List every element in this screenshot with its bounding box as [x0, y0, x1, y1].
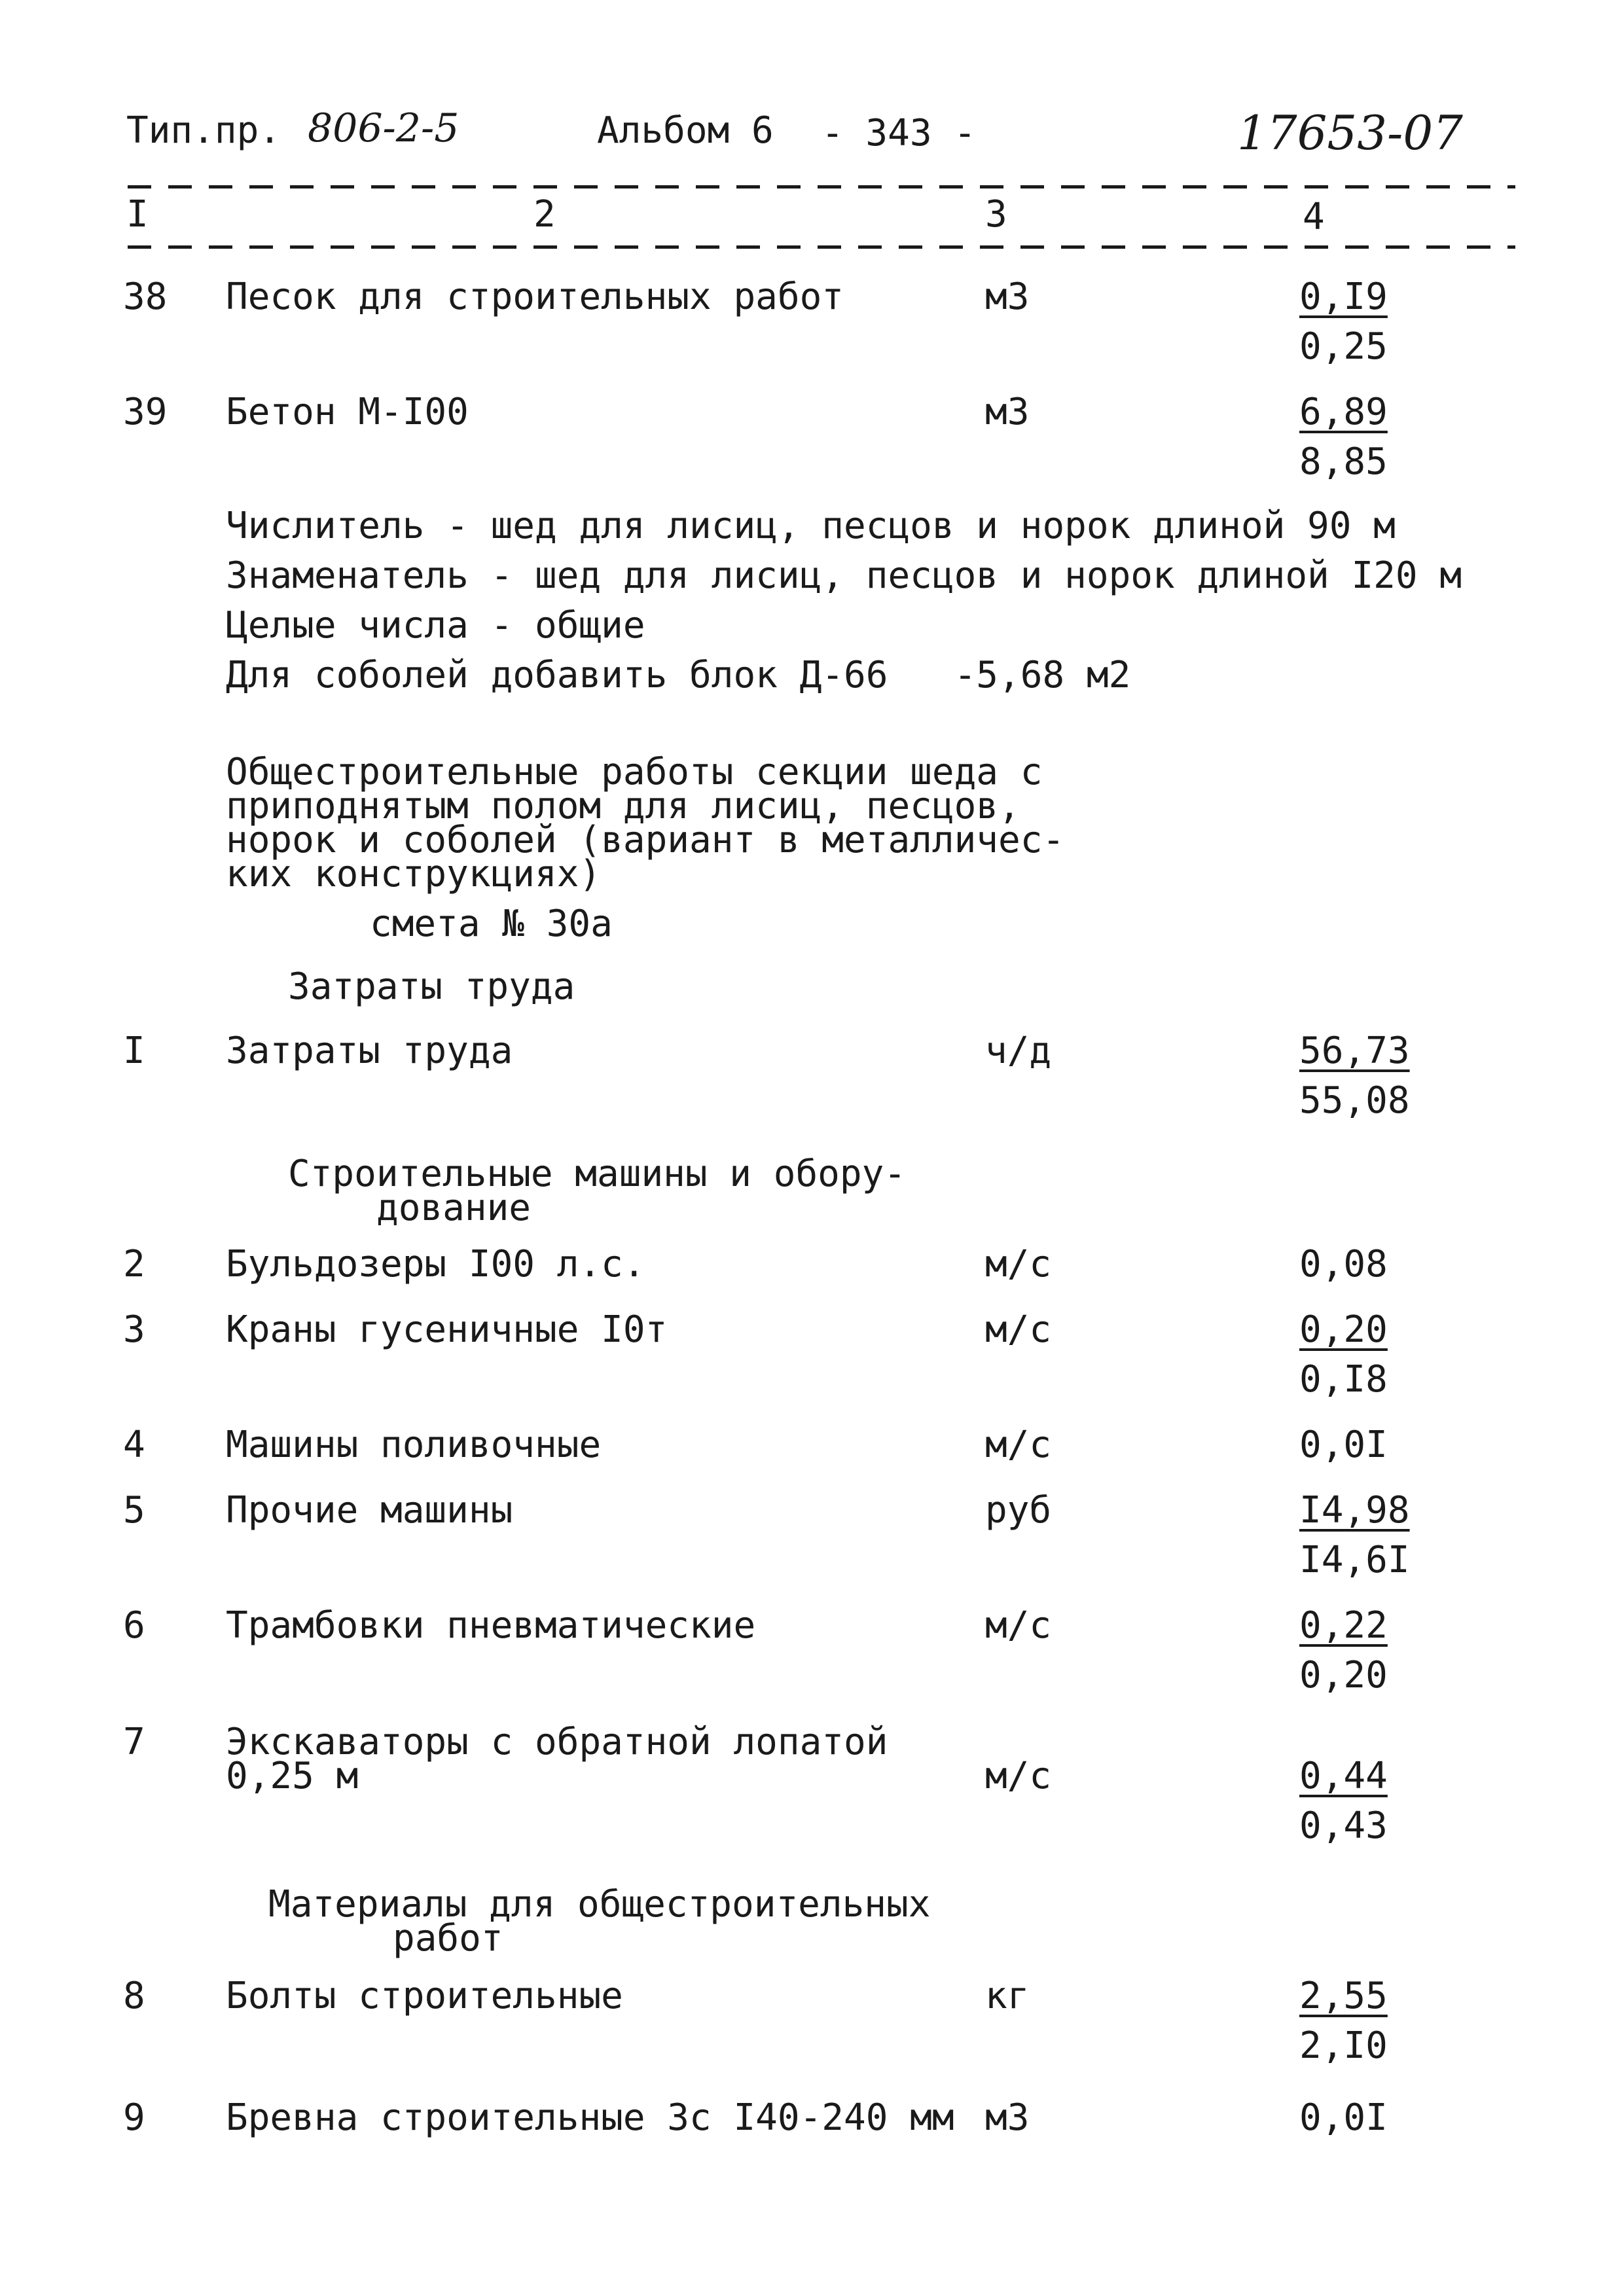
- row-2-name: Бульдозеры I00 л.с.: [226, 1243, 645, 1285]
- column-header-4: 4: [1303, 196, 1325, 238]
- row-5-name: Прочие машины: [226, 1489, 513, 1532]
- row-7-denominator: 0,43: [1299, 1805, 1388, 1847]
- row-4-name: Машины поливочные: [226, 1424, 602, 1466]
- row-2-number: 2: [123, 1243, 145, 1285]
- page-number: - 343 -: [821, 112, 977, 154]
- group-labor-heading: Затраты труда: [288, 965, 575, 1008]
- row-5-numerator: I4,98: [1299, 1489, 1410, 1532]
- row-8-name: Болты строительные: [226, 1975, 623, 2017]
- row-1-denominator: 55,08: [1299, 1079, 1410, 1122]
- row-6-denominator: 0,20: [1299, 1654, 1388, 1697]
- row-1-unit: ч/д: [985, 1030, 1052, 1072]
- row-8-denominator: 2,I0: [1299, 2024, 1388, 2067]
- row-39-numerator: 6,89: [1299, 391, 1388, 433]
- row-4-unit: м/с: [985, 1424, 1052, 1466]
- row-6-unit: м/с: [985, 1604, 1052, 1647]
- column-header-3: 3: [985, 193, 1007, 236]
- row-8-unit: кг: [985, 1975, 1030, 2017]
- row-8-numerator: 2,55: [1299, 1975, 1388, 2017]
- estimate-number: смета № 30а: [370, 903, 613, 945]
- album-label: Альбом 6: [597, 109, 774, 152]
- section-title-line-1: Общестроительные работы секции шеда с: [226, 751, 1043, 793]
- row-5-number: 5: [123, 1489, 145, 1532]
- row-7-name-line-2: 0,25 м: [226, 1755, 359, 1797]
- section-title-line-4: ких конструкциях): [226, 853, 602, 895]
- row-9-name: Бревна строительные 3с I40-240 мм: [226, 2096, 954, 2139]
- row-39-denominator: 8,85: [1299, 440, 1388, 483]
- group-machines-line-1: Строительные машины и обору-: [288, 1153, 907, 1195]
- group-machines-line-2: дование: [376, 1187, 532, 1229]
- row-38-denominator: 0,25: [1299, 325, 1388, 368]
- row-7-name-line-1: Экскаваторы с обратной лопатой: [226, 1721, 888, 1763]
- column-header-1: I: [126, 193, 149, 236]
- header-divider-top: [128, 185, 1515, 189]
- row-7-number: 7: [123, 1721, 145, 1763]
- row-1-name: Затраты труда: [226, 1030, 513, 1072]
- row-3-number: 3: [123, 1308, 145, 1351]
- row-38-unit: м3: [985, 276, 1030, 318]
- row-7-unit: м/с: [985, 1755, 1052, 1797]
- row-3-name: Краны гусеничные I0т: [226, 1308, 668, 1351]
- doc-number: 17653-07: [1237, 105, 1463, 160]
- group-materials-line-2: работ: [393, 1917, 503, 1960]
- row-3-numerator: 0,20: [1299, 1308, 1388, 1351]
- row-39-number: 39: [123, 391, 168, 433]
- row-3-denominator: 0,I8: [1299, 1358, 1388, 1401]
- row-38-name: Песок для строительных работ: [226, 276, 844, 318]
- row-39-name: Бетон М-I00: [226, 391, 469, 433]
- note-sable-block: Для соболей добавить блок Д-66 -5,68 м2: [226, 654, 1131, 696]
- row-9-number: 9: [123, 2096, 145, 2139]
- row-6-numerator: 0,22: [1299, 1604, 1388, 1647]
- note-denominator: Знаменатель - шед для лисиц, песцов и норок длиной I20 м: [226, 554, 1462, 597]
- row-4-number: 4: [123, 1424, 145, 1466]
- project-code: 806-2-5: [308, 105, 460, 151]
- section-title-line-2: приподнятым полом для лисиц, песцов,: [226, 785, 1020, 827]
- row-38-number: 38: [123, 276, 168, 318]
- row-2-value: 0,08: [1299, 1243, 1388, 1285]
- note-integers: Целые числа - общие: [226, 604, 645, 647]
- section-title-line-3: норок и соболей (вариант в металличес-: [226, 819, 1065, 861]
- row-6-number: 6: [123, 1604, 145, 1647]
- header-divider-bottom: [128, 245, 1515, 249]
- row-1-number: I: [123, 1030, 145, 1072]
- row-3-unit: м/с: [985, 1308, 1052, 1351]
- row-5-denominator: I4,6I: [1299, 1539, 1410, 1581]
- column-header-2: 2: [533, 193, 556, 236]
- row-38-numerator: 0,I9: [1299, 276, 1388, 318]
- row-39-unit: м3: [985, 391, 1030, 433]
- note-numerator: Числитель - шед для лисиц, песцов и норок длиной 90 м: [226, 505, 1396, 547]
- row-9-unit: м3: [985, 2096, 1030, 2139]
- row-7-numerator: 0,44: [1299, 1755, 1388, 1797]
- row-2-unit: м/с: [985, 1243, 1052, 1285]
- row-8-number: 8: [123, 1975, 145, 2017]
- row-5-unit: руб: [985, 1489, 1052, 1532]
- group-materials-line-1: Материалы для общестроительных: [268, 1883, 931, 1926]
- header-prefix: Тип.пр.: [126, 109, 281, 152]
- row-9-value: 0,0I: [1299, 2096, 1388, 2139]
- row-6-name: Трамбовки пневматические: [226, 1604, 756, 1647]
- row-1-numerator: 56,73: [1299, 1030, 1410, 1072]
- row-4-value: 0,0I: [1299, 1424, 1388, 1466]
